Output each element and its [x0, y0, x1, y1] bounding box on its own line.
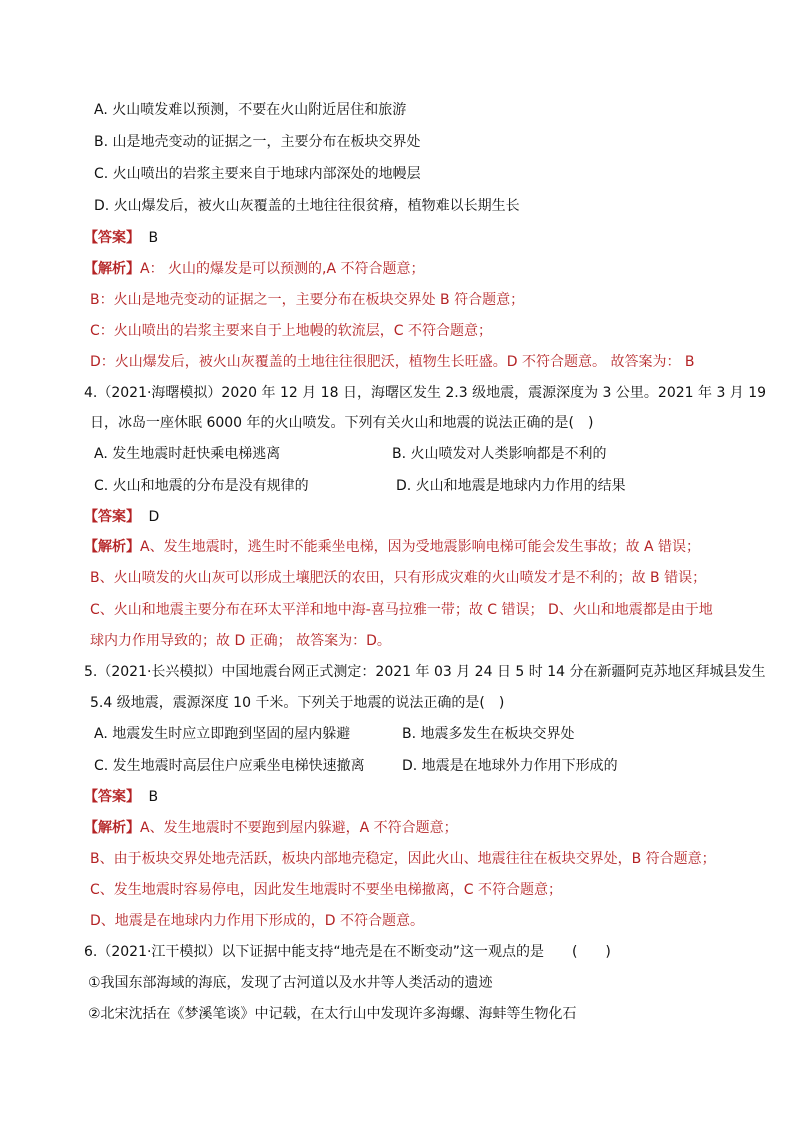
- q4-analysis-row-4: 球内力作用导致的；故 D 正确； 故答案为：D。: [90, 633, 391, 649]
- q5-stem-line-2: 5.4 级地震，震源深度 10 千米。下列关于地震的说法正确的是( ): [90, 695, 505, 711]
- q4-analysis-row-3: C、火山和地震主要分布在环太平洋和地中海-喜马拉雅一带；故 C 错误； D、火山和地震都是由于地: [90, 602, 713, 618]
- analysis-text: A、发生地震时不要跑到屋内躲避，A 不符合题意；: [140, 820, 458, 836]
- prev-option-d: D. 火山爆发后，被火山灰覆盖的土地往往很贫瘠，植物难以长期生长: [94, 198, 520, 214]
- q4-option-d: D. 火山和地震是地球内力作用的结果: [396, 478, 626, 494]
- q6-item-2: ②北宋沈括在《梦溪笔谈》中记载，在太行山中发现许多海螺、海蚌等生物化石: [88, 1006, 577, 1022]
- answer-tag: 【答案】: [84, 789, 140, 805]
- prev-option-a: A. 火山喷发难以预测，不要在火山附近居住和旅游: [94, 102, 407, 118]
- prev-analysis-row-3: C：火山喷出的岩浆主要来自于上地幔的软流层，C 不符合题意；: [90, 323, 492, 339]
- q4-stem-line-1: 4.（2021·海曙模拟）2020 年 12 月 18 日，海曙区发生 2.3 级地震，震源深度为 3 公里。2021 年 3 月 19: [84, 385, 767, 401]
- q4-analysis-row-2: B、火山喷发的火山灰可以形成土壤肥沃的农田，只有形成灾难的火山喷发才是不利的；故 B 错误；: [90, 570, 707, 586]
- q6-item-1: ①我国东部海域的海底，发现了古河道以及水井等人类活动的遗迹: [88, 975, 493, 991]
- answer-value: B: [148, 789, 159, 805]
- q5-analysis-row-1: [84, 818, 458, 838]
- q5-analysis-row-3: C、发生地震时容易停电，因此发生地震时不要坐电梯撤离，C 不符合题意；: [90, 882, 562, 898]
- q4-stem-line-2: 日，冰岛一座休眠 6000 年的火山喷发。下列有关火山和地震的说法正确的是( ): [90, 415, 594, 431]
- q6-stem: 6.（2021·江干模拟）以下证据中能支持“地壳是在不断变动”这一观点的是 ( ): [84, 944, 611, 960]
- q5-option-c: C. 发生地震时高层住户应乘坐电梯快速撤离: [94, 758, 365, 774]
- q5-option-b: B. 地震多发生在板块交界处: [402, 726, 575, 742]
- prev-analysis-row-1: [84, 259, 425, 279]
- answer-value: B: [148, 230, 159, 246]
- q5-stem-line-1: 5.（2021·长兴模拟）中国地震台网正式测定：2021 年 03 月 24 日 5 时 14 分在新疆阿克苏地区拜城县发生: [84, 664, 766, 680]
- q4-option-a: A. 发生地震时赶快乘电梯逃离: [94, 446, 281, 462]
- answer-tag: 【答案】: [84, 230, 140, 246]
- prev-answer-row: [84, 228, 158, 248]
- prev-option-b: B. 山是地壳变动的证据之一，主要分布在板块交界处: [94, 134, 421, 150]
- analysis-text: A： 火山的爆发是可以预测的,A 不符合题意；: [140, 261, 425, 277]
- q5-analysis-row-2: B、由于板块交界处地壳活跃，板块内部地壳稳定，因此火山、地震往往在板块交界处，B 符合题意；: [90, 851, 716, 867]
- prev-option-c: C. 火山喷出的岩浆主要来自于地球内部深处的地幔层: [94, 166, 421, 182]
- q4-answer-row: [84, 507, 159, 527]
- q5-answer-row: [84, 787, 158, 807]
- q4-analysis-row-1: [84, 537, 700, 557]
- analysis-text: A、发生地震时，逃生时不能乘坐电梯，因为受地震影响电梯可能会发生事故；故 A 错误；: [140, 539, 701, 555]
- answer-value: D: [148, 509, 160, 525]
- q5-analysis-row-4: D、地震是在地球内力作用下形成的，D 不符合题意。: [90, 913, 425, 929]
- analysis-tag: 【解析】: [84, 820, 140, 836]
- answer-tag: 【答案】: [84, 509, 140, 525]
- q4-option-c: C. 火山和地震的分布是没有规律的: [94, 478, 309, 494]
- analysis-tag: 【解析】: [84, 261, 140, 277]
- q5-option-d: D. 地震是在地球外力作用下形成的: [402, 758, 618, 774]
- analysis-tag: 【解析】: [84, 539, 140, 555]
- prev-analysis-row-2: B：火山是地壳变动的证据之一，主要分布在板块交界处 B 符合题意；: [90, 292, 525, 308]
- q5-option-a: A. 地震发生时应立即跑到坚固的屋内躲避: [94, 726, 351, 742]
- q4-option-b: B. 火山喷发对人类影响都是不利的: [392, 446, 607, 462]
- prev-analysis-row-4: D：火山爆发后，被火山灰覆盖的土地往往很肥沃，植物生长旺盛。D 不符合题意。 故答案为： B: [90, 354, 695, 370]
